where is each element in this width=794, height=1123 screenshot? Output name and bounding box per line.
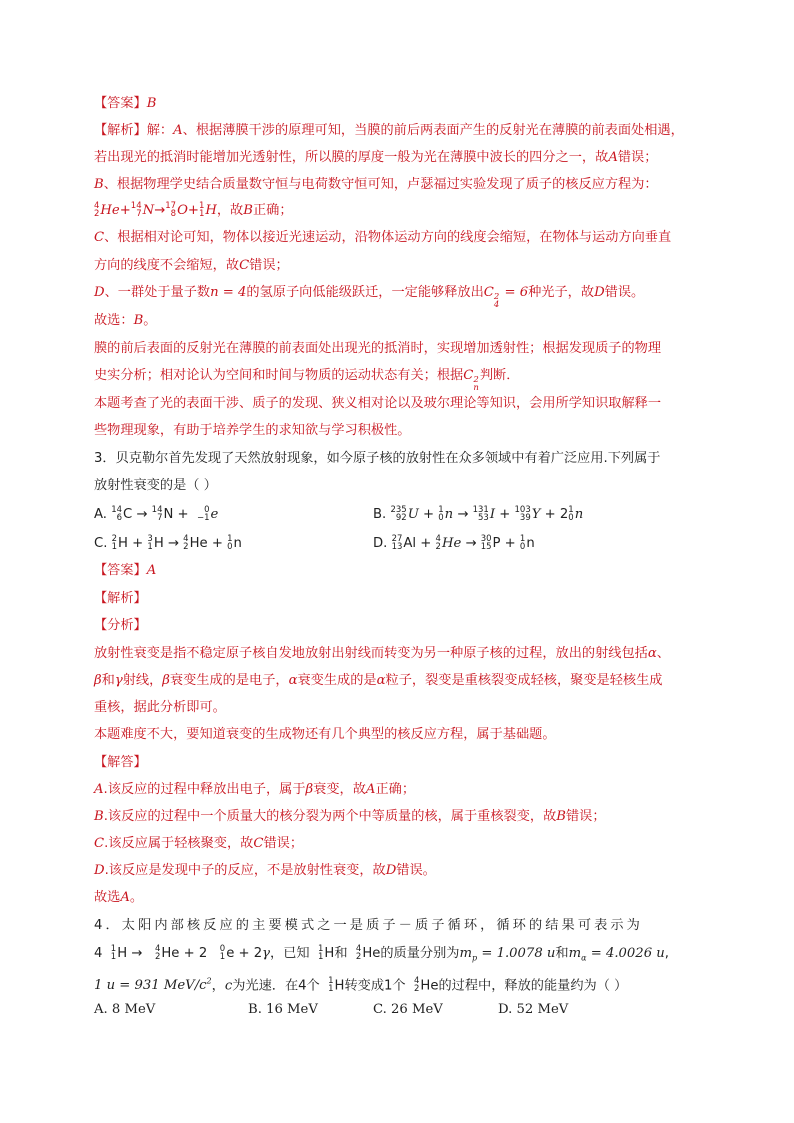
option-letter: D: [385, 863, 397, 878]
question-4-stem: 1 u = 931 MeV/$c^2$，c为光速．在4个 1 1 H转变成1个 4 2 He的过程中，释放的能量约为（ ）: [94, 976, 628, 995]
analysis-text: .该反应的过程中一个质量大的核分裂为两个中等质量的核，属于重核裂变，故: [103, 809, 557, 824]
analysis-text: 衰变生成的是: [297, 673, 377, 688]
option-text: D. 52 MeV: [498, 1002, 569, 1017]
option-letter: C: [94, 836, 105, 851]
analysis-line: 放射性衰变是指不稳定原子核自发地放射出射线而转变为另一种原子核的过程，放出的射线包括α、: [94, 646, 670, 661]
analysis-text: 放射性衰变是指不稳定原子核自发地放射出射线而转变为另一种原子核的过程，放出的射线包括: [94, 646, 648, 661]
analysis-text: 、根据物理学史结合质量数守恒与电荷数守恒可知，卢瑟福过实验发现了质子的核反应方程为：: [103, 177, 658, 192]
option-letter: B: [556, 809, 566, 824]
analysis-text: .该反应属于轻核聚变，故: [104, 836, 254, 851]
option-letter: C: [94, 230, 105, 245]
analysis-text: 衰变生成的是电子，: [169, 673, 289, 688]
q3-option-c: C. 2 1 H + 3 1 H → 4 2 He + 1 0 n: [94, 534, 242, 552]
analysis-line: [94, 339, 661, 359]
option-text: A. 8 MeV: [94, 1002, 156, 1017]
option-letter: A: [608, 150, 618, 165]
analysis-text: 膜的前后表面的反射光在薄膜的前表面处出现光的抵消时，实现增加透射性；根据发现质子的物理: [94, 341, 662, 356]
analysis-text: 故选：: [94, 313, 134, 328]
option-label: B.: [373, 507, 387, 522]
analysis-text: 本题难度不大，要知道衰变的生成物还有几个典型的核反应方程，属于基础题。: [94, 727, 556, 742]
analysis-tag-line: [94, 589, 147, 609]
q3-option-d: D. 27 13 Al + 4 2 He → 30 15 P + 1 0 n: [373, 534, 535, 552]
jieda-tag: 【解答】: [94, 755, 147, 770]
option-letter: B: [133, 313, 144, 328]
analysis-text: 错误。: [396, 863, 436, 878]
option-letter: D: [94, 863, 105, 878]
question-text: 和: [334, 946, 348, 961]
question-3-stem: [94, 476, 217, 496]
option-letter: A: [365, 782, 376, 797]
question-text: 放射性衰变的是（ ）: [94, 478, 217, 493]
analysis-line: [94, 725, 556, 745]
analysis-text: 史实分析；相对论认为空间和时间与物质的运动状态有关；根据: [94, 368, 464, 383]
analysis-text: 错误。: [604, 285, 645, 300]
fenxi-tag-line: [94, 616, 147, 636]
analysis-text: 种光子，故: [528, 285, 595, 300]
math-expression: C 2 n: [463, 368, 479, 393]
analysis-text: 、根据薄膜干涉的原理可知，当膜的前后两表面产生的反射光在薄膜的前表面处相遇，: [182, 123, 684, 138]
analysis-tag: 【解析】: [94, 123, 147, 138]
analysis-text: 错误；: [617, 150, 658, 165]
option-letter: A: [94, 782, 104, 797]
analysis-text: 方向的线度不会缩短，故: [94, 258, 240, 273]
analysis-line: [94, 698, 226, 718]
choice-line: 故选：B。: [94, 313, 157, 328]
question-4-stem: [94, 916, 698, 936]
analysis-line: [94, 421, 411, 441]
analysis-line: [94, 175, 658, 195]
option-letter: B: [243, 203, 253, 218]
choice-line: 故选A。: [94, 890, 144, 905]
option-letter: A: [120, 890, 130, 905]
analysis-text: 若出现光的抵消时能增加光透射性，所以膜的厚度一般为光在薄膜中波长的四分之一，故: [94, 150, 609, 165]
analysis-text: 正确；: [252, 203, 293, 218]
q4-option-c: [373, 1000, 443, 1020]
question-text: 4．太阳内部核反应的主要模式之一是质子－质子循环，循环的结果可表示为: [94, 918, 643, 933]
answer-line-q3: [94, 561, 156, 581]
analysis-text: 、根据相对论可知，物体以接近光速运动，沿物体运动方向的线度会缩短，在物体与运动方向垂直: [104, 230, 672, 245]
analysis-text: .该反应的过程中释放出电子，属于: [103, 782, 306, 797]
q4-option-a: [94, 1000, 155, 1020]
jieda-tag-line: [94, 753, 147, 773]
solution-b: [94, 807, 606, 827]
question-text: ，已知: [270, 946, 310, 961]
analysis-text: 、一群处于量子数: [104, 285, 211, 300]
option-letter: D: [594, 285, 605, 300]
question-text: 转变成1个: [344, 978, 406, 994]
analysis-text: 的氢原子向低能级跃迁，一定能够释放出: [246, 285, 484, 300]
nuclear-equation-line: 4 2 He+ 14 7 N→ 17 8 O+ 1 1 H，故B正确；: [94, 201, 293, 219]
question-3-stem: [94, 449, 660, 469]
answer-value: B: [146, 96, 157, 111]
analysis-line: [94, 148, 657, 168]
analysis-line: [94, 283, 644, 309]
analysis-text: 正确；: [375, 782, 416, 797]
solution-prefix: 解：: [146, 123, 174, 138]
analysis-text: 判断．: [479, 368, 520, 383]
answer-value: A: [146, 563, 157, 578]
analysis-line: [94, 121, 684, 141]
solution-a: A.该反应的过程中释放出电子，属于β衰变，故A正确；: [94, 782, 416, 797]
analysis-text: 故选: [94, 890, 121, 905]
analysis-tag: 【解析】: [94, 591, 147, 606]
answer-tag: 【答案】: [94, 563, 147, 578]
analysis-text: 和: [101, 673, 115, 688]
analysis-line: [94, 366, 519, 392]
math-expression: n = 4: [210, 285, 247, 300]
option-text: B. 16 MeV: [248, 1002, 318, 1017]
analysis-text: 衰变，故: [313, 782, 366, 797]
solution-d: [94, 861, 436, 881]
option-label: A.: [94, 507, 107, 522]
question-text: 的质量分别为: [380, 946, 460, 961]
analysis-text: .该反应是发现中子的反应，不是放射性衰变，故: [104, 863, 386, 878]
option-letter: B: [94, 177, 104, 192]
option-letter: D: [94, 285, 105, 300]
q3-option-b: B. 235 92 U + 1 0 n → 131 53 I + 103 39 Y + 2 1 0 n: [373, 505, 584, 523]
q3-option-a: A. 14 6 C → 14 7 N + 0 −1 e: [94, 505, 219, 523]
analysis-text: 重核，据此分析即可。: [94, 700, 226, 715]
solution-c: [94, 834, 303, 854]
analysis-line: [94, 228, 671, 248]
question-text: 和: [555, 946, 569, 961]
analysis-text: 本题考查了光的表面干涉、质子的发现、狭义相对论以及玻尔理论等知识，会用所学知识取解释一: [94, 396, 662, 411]
math-expression: C 2 4 = 6: [483, 285, 529, 310]
option-label: C.: [94, 536, 108, 551]
analysis-text: 射线，: [122, 673, 163, 688]
analysis-text: 错误；: [565, 809, 606, 824]
question-text: ，: [211, 978, 225, 994]
analysis-text: ，故: [216, 203, 244, 218]
analysis-text: 粒子，裂变是重核裂变成轻核，聚变是轻核生成: [385, 673, 663, 688]
question-text: 3．贝克勒尔首先发现了天然放射现象，如今原子核的放射性在众多领域中有着广泛应用.下列属于: [94, 451, 661, 466]
question-text: 的过程中，释放的能量约为（ ）: [438, 978, 628, 994]
answer-line-q2: [94, 94, 156, 114]
question-4-stem: 4 1 1 H → 4 2 He + 2 0 1 e + 2γ，已知 1 1 H和 4 2 He的质量分别为$m_p = 1.0078$ u和$m_\alpha = 4.0026$ u,: [94, 944, 669, 963]
analysis-line: β和γ射线，β衰变生成的是电子，α衰变生成的是α粒子，裂变是重核裂变成轻核，聚变是轻核生成: [94, 673, 663, 688]
q4-option-b: [248, 1000, 318, 1020]
option-letter: C: [239, 258, 250, 273]
fenxi-tag: 【分析】: [94, 618, 147, 633]
analysis-line: [94, 394, 661, 414]
q4-option-d: [498, 1000, 568, 1020]
option-letter: B: [94, 809, 104, 824]
option-text: C. 26 MeV: [373, 1002, 443, 1017]
analysis-text: 错误；: [249, 258, 289, 273]
analysis-line: [94, 256, 289, 276]
answer-tag: 【答案】: [94, 96, 147, 111]
math-expression: c: [224, 978, 233, 994]
question-text: 为光速．在4个: [232, 978, 320, 994]
analysis-text: 错误；: [263, 836, 304, 851]
option-letter: A: [173, 123, 183, 138]
option-label: D.: [373, 536, 388, 551]
analysis-text: 些物理现象，有助于培养学生的求知欲与学习积极性。: [94, 423, 411, 438]
option-letter: C: [253, 836, 264, 851]
